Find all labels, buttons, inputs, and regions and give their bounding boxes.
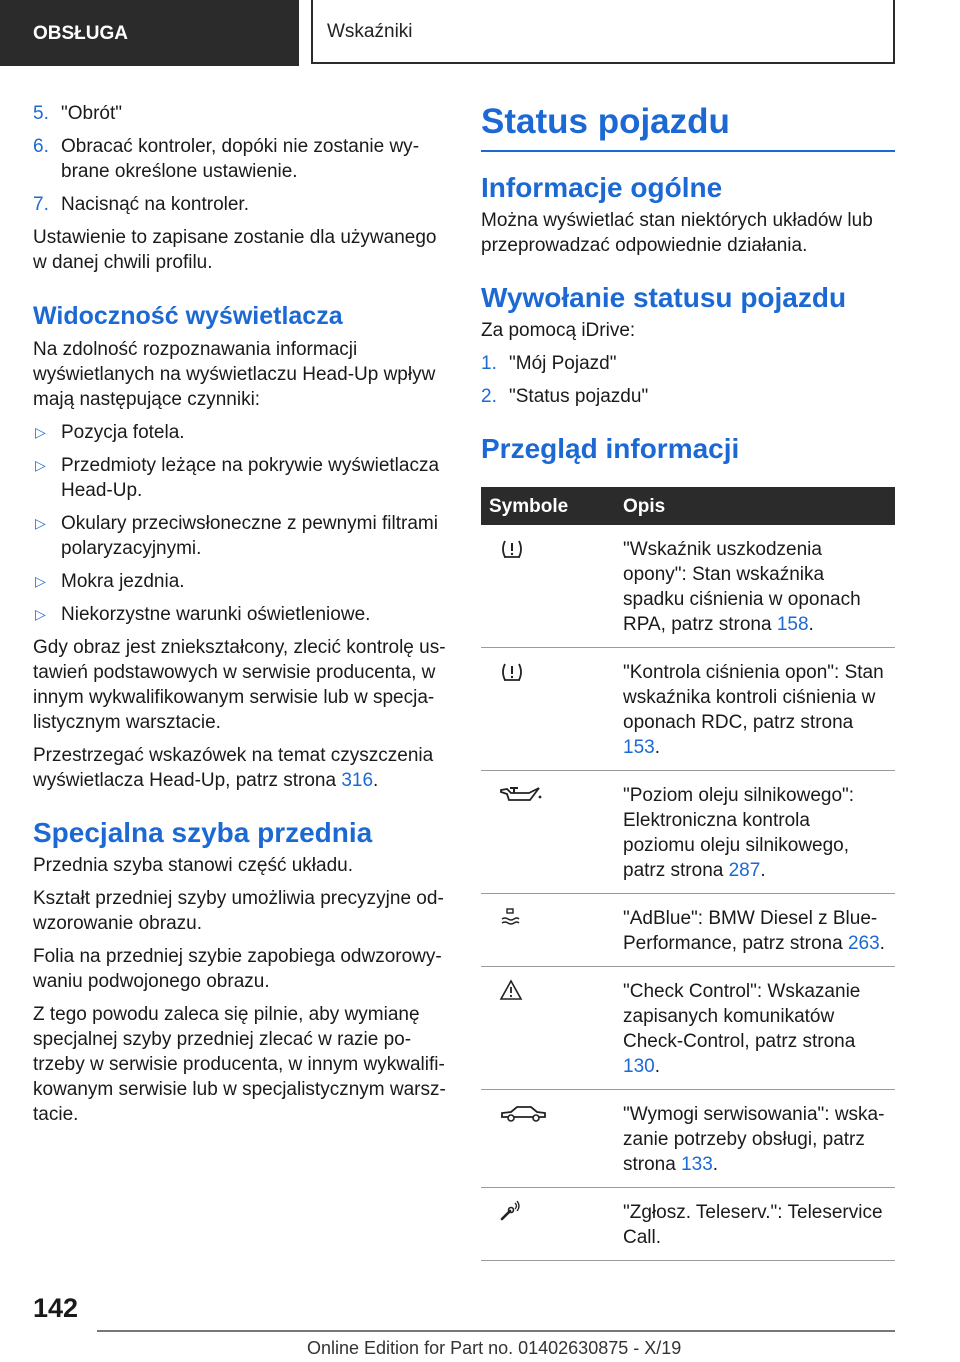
symbol-cell — [481, 1090, 615, 1188]
step-text: Nacisnąć na kontroler. — [61, 194, 249, 215]
symbols-table — [481, 487, 895, 1261]
description-cell: "Check Control": Wskazanie zapisanych komunikatów Check-Control, patrz strona 130. — [615, 967, 895, 1090]
paragraph-windshield-4: Z tego powodu zaleca się pilnie, aby wymianę specjalnej szyby przedniej zlecać w razie potrzeby w serwisie producenta, w innym wykwalifikowanym serwisie lub w specjalistycznym warsztacie. — [33, 1004, 446, 1125]
column-header-symbols: Symbole — [481, 487, 615, 525]
symbol-cell — [481, 771, 615, 894]
table-row — [481, 771, 895, 894]
description-cell: "Kontrola ciśnienia opon": Stan wskaźnika kontroli ciśnienia w oponach RDC, patrz strona 153. — [615, 648, 895, 771]
description-cell: "Poziom oleju silnikowego": Elektroniczna kontrola poziomu oleju silnikowego, patrz strona 287. — [615, 771, 895, 894]
service-car-icon — [499, 1102, 549, 1124]
table-row — [481, 648, 895, 771]
description-text: "AdBlue": BMW Diesel z BluePerformance, patrz strona — [623, 908, 878, 954]
bullet-triangle-icon: ▷ — [35, 424, 46, 440]
right-column — [481, 101, 895, 1261]
step-item — [33, 192, 448, 217]
bullet-item — [33, 602, 448, 627]
heading-call-status: Wywołanie statusu pojazdu — [481, 282, 847, 313]
edition-note: Online Edition for Part no. 01402630875 - X/19 — [307, 1338, 682, 1358]
description-cell: "AdBlue": BMW Diesel z BluePerformance, patrz strona 263. — [615, 894, 895, 967]
table-row — [481, 967, 895, 1090]
bullet-item — [33, 453, 448, 503]
step-item — [33, 101, 448, 126]
paragraph-saved: Ustawienie to zapisane zostanie dla używanego w danej chwili profilu. — [33, 227, 437, 273]
bullet-item — [33, 511, 448, 561]
step-text: Obracać kontroler, dopóki nie zostanie wybrane określone ustawienie. — [61, 136, 420, 182]
description-text: "Zgłosz. Teleserv.": Teleservice Call. — [623, 1202, 883, 1248]
description-cell — [615, 1188, 895, 1261]
teleservice-wrench-icon — [499, 1200, 523, 1222]
paragraph-windshield-1: Przednia szyba stanowi część układu. — [33, 855, 353, 876]
description-text: "Poziom oleju silnikowego": Elektroniczna kontrola poziomu oleju silnikowego, patrz strona — [623, 785, 855, 881]
description-cell: "Wskaźnik uszkodzenia opony": Stan wskaźnika spadku ciśnienia w oponach RPA, patrz strona 158. — [615, 525, 895, 648]
cleaning-end: . — [373, 770, 379, 791]
step-number: 2. — [481, 386, 497, 407]
page-link-316[interactable]: 316 — [341, 770, 374, 791]
paragraph-windshield-2: Kształt przedniej szyby umożliwia precyzyjne odwzorowanie obrazu. — [33, 888, 444, 934]
page-link-130[interactable]: 130 — [623, 1056, 655, 1077]
symbol-cell — [481, 648, 615, 771]
bullet-triangle-icon: ▷ — [35, 606, 46, 622]
cleaning-text: Przestrzegać wskazówek na temat czyszczenia wyświetlacza Head-Up, patrz strona — [33, 745, 434, 791]
step-number: 7. — [33, 194, 49, 215]
heading-overview: Przegląd informacji — [481, 433, 740, 464]
symbol-cell — [481, 967, 615, 1090]
page-number: 142 — [33, 1293, 79, 1323]
heading-general-info: Informacje ogólne — [481, 172, 723, 203]
description-text: "Wymogi serwisowania": wskazanie potrzeby obsługi, patrz strona — [623, 1104, 885, 1175]
left-column — [33, 101, 448, 1135]
step-number: 6. — [33, 136, 49, 157]
symbol-cell — [481, 894, 615, 967]
footer-divider — [97, 1330, 895, 1332]
table-row — [481, 1090, 895, 1188]
paragraph-general-info: Można wyświetlać stan niektórych układów lub przeprowadzać odpowiednie działania. — [481, 210, 873, 256]
heading-windshield: Specjalna szyba przednia — [33, 817, 373, 848]
description-text: "Kontrola ciśnienia opon": Stan wskaźnika kontroli ciśnienia w oponach RDC, patrz strona — [623, 662, 884, 733]
topic-label: Wskaźniki — [311, 0, 895, 64]
paragraph-visibility-intro: Na zdolność rozpoznawania informacji wyświetlanych na wyświetlaczu Head-Up wpływ mają następujące czynniki: — [33, 339, 436, 410]
bullet-triangle-icon: ▷ — [35, 457, 46, 473]
check-control-warning-icon — [499, 979, 523, 1001]
step-text: "Mój Pojazd" — [509, 353, 617, 374]
table-row — [481, 525, 895, 648]
bullet-text: Pozycja fotela. — [61, 422, 185, 443]
bullet-triangle-icon: ▷ — [35, 515, 46, 531]
page-link-158[interactable]: 158 — [776, 614, 809, 635]
step-number: 5. — [33, 103, 49, 124]
description-text: "Check Control": Wskazanie zapisanych komunikatów Check-Control, patrz strona — [623, 981, 861, 1052]
chapter-label: OBSŁUGA — [0, 0, 299, 66]
paragraph-idrive: Za pomocą iDrive: — [481, 320, 636, 341]
bullet-item — [33, 420, 448, 445]
table-row — [481, 1188, 895, 1261]
bullet-text: Okulary przeciwsłoneczne z pewnymi filtrami polaryzacyjnymi. — [61, 513, 438, 559]
bullet-text: Mokra jezdnia. — [61, 571, 185, 592]
page-title: Status pojazdu — [481, 101, 895, 152]
step-text: "Obrót" — [61, 103, 123, 124]
bullet-text: Przedmioty leżące na pokrywie wyświetlacza Head-Up. — [61, 455, 440, 501]
symbol-cell — [481, 525, 615, 648]
paragraph-cleaning — [33, 743, 448, 793]
page-link-287[interactable]: 287 — [728, 860, 761, 881]
column-header-description: Opis — [615, 487, 895, 525]
description-cell: "Wymogi serwisowania": wskazanie potrzeby obsługi, patrz strona 133. — [615, 1090, 895, 1188]
symbol-cell — [481, 1188, 615, 1261]
tire-pressure-monitor-icon — [499, 660, 525, 684]
step-item — [481, 351, 895, 376]
step-item — [481, 384, 895, 409]
bullet-triangle-icon: ▷ — [35, 573, 46, 589]
bullet-item — [33, 569, 448, 594]
adblue-icon — [499, 906, 521, 928]
page-header — [0, 0, 960, 66]
step-item — [33, 134, 448, 184]
heading-visibility: Widoczność wyświetlacza — [33, 302, 343, 330]
step-text: "Status pojazdu" — [509, 386, 649, 407]
bullet-text: Niekorzystne warunki oświetleniowe. — [61, 604, 371, 625]
table-row — [481, 894, 895, 967]
page-link-133[interactable]: 133 — [681, 1154, 713, 1175]
page-link-153[interactable]: 153 — [623, 737, 655, 758]
table-header-row — [481, 487, 895, 525]
paragraph-windshield-3: Folia na przedniej szybie zapobiega odwzorowywaniu podwojonego obrazu. — [33, 946, 442, 992]
tire-pressure-warning-icon — [499, 537, 525, 561]
description-text: "Wskaźnik uszkodzenia opony": Stan wskaźnika spadku ciśnienia w oponach RPA, patrz strona — [623, 539, 861, 635]
page-link-263[interactable]: 263 — [847, 933, 880, 954]
step-number: 1. — [481, 353, 497, 374]
engine-oil-icon — [499, 783, 543, 805]
paragraph-distorted: Gdy obraz jest zniekształcony, zlecić kontrolę ustawień podstawowych w serwisie producenta, w innym wykwalifikowanym serwisie lub w specjalistycznym warsztacie. — [33, 637, 446, 733]
